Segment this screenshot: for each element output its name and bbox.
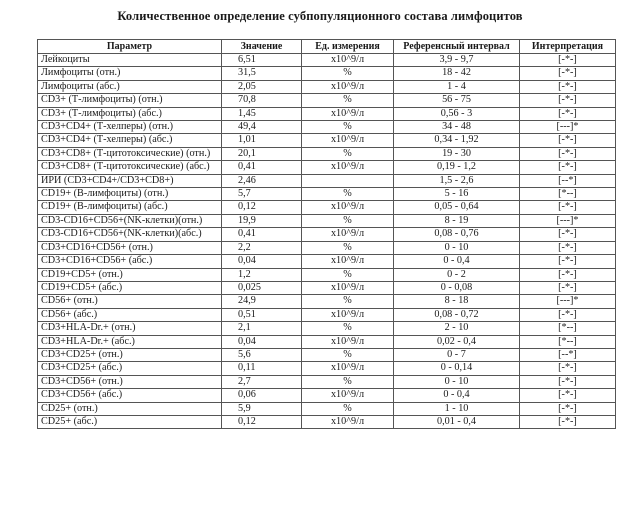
cell-value: 2,2	[222, 241, 302, 254]
cell-interpretation: [*--]	[520, 188, 616, 201]
cell-reference: 0,05 - 0,64	[394, 201, 520, 214]
header-parameter: Параметр	[38, 40, 222, 54]
cell-interpretation: [---]*	[520, 295, 616, 308]
table-row	[38, 322, 616, 335]
cell-interpretation: [-*-]	[520, 147, 616, 160]
cell-unit: %	[302, 188, 394, 201]
cell-interpretation: [-*-]	[520, 54, 616, 67]
cell-interpretation: [-*-]	[520, 375, 616, 388]
cell-interpretation: [-*-]	[520, 241, 616, 254]
cell-parameter: CD25+ (абс.)	[38, 415, 222, 428]
table-row	[38, 255, 616, 268]
cell-interpretation: [-*-]	[520, 67, 616, 80]
cell-interpretation: [-*-]	[520, 107, 616, 120]
cell-parameter: Лимфоциты (абс.)	[38, 80, 222, 93]
cell-value: 70,8	[222, 94, 302, 107]
cell-value: 2,46	[222, 174, 302, 187]
cell-unit: x10^9/л	[302, 134, 394, 147]
cell-unit: %	[302, 121, 394, 134]
cell-unit: %	[302, 295, 394, 308]
cell-interpretation: [-*-]	[520, 134, 616, 147]
cell-parameter: CD56+ (отн.)	[38, 295, 222, 308]
page-title: Количественное определение субпопуляционного состава лимфоцитов	[117, 9, 523, 23]
cell-interpretation: [-*-]	[520, 80, 616, 93]
cell-value: 2,7	[222, 375, 302, 388]
cell-unit: %	[302, 147, 394, 160]
cell-value: 0,41	[222, 228, 302, 241]
cell-unit: x10^9/л	[302, 161, 394, 174]
cell-reference: 0 - 0,4	[394, 255, 520, 268]
header-interpretation: Интерпретация	[520, 40, 616, 54]
cell-interpretation: [---]*	[520, 121, 616, 134]
table-row	[38, 228, 616, 241]
cell-parameter: CD25+ (отн.)	[38, 402, 222, 415]
cell-unit: x10^9/л	[302, 54, 394, 67]
cell-value: 0,51	[222, 308, 302, 321]
cell-reference: 18 - 42	[394, 67, 520, 80]
cell-value: 0,12	[222, 415, 302, 428]
cell-reference: 0,01 - 0,4	[394, 415, 520, 428]
cell-interpretation: [-*-]	[520, 281, 616, 294]
cell-value: 2,1	[222, 322, 302, 335]
table-row	[38, 389, 616, 402]
cell-interpretation: [-*-]	[520, 389, 616, 402]
cell-interpretation: [-*-]	[520, 201, 616, 214]
cell-reference: 0 - 0,08	[394, 281, 520, 294]
cell-parameter: CD3+CD16+CD56+ (отн.)	[38, 241, 222, 254]
cell-parameter: CD19+ (В-лимфоциты) (отн.)	[38, 188, 222, 201]
table-row	[38, 67, 616, 80]
cell-parameter: CD3+HLA-Dr.+ (отн.)	[38, 322, 222, 335]
cell-unit: x10^9/л	[302, 255, 394, 268]
cell-interpretation: [-*-]	[520, 268, 616, 281]
cell-unit: %	[302, 214, 394, 227]
table-row	[38, 415, 616, 428]
table-row	[38, 295, 616, 308]
cell-value: 0,025	[222, 281, 302, 294]
table-row	[38, 402, 616, 415]
cell-parameter: CD3+CD56+ (отн.)	[38, 375, 222, 388]
table-row	[38, 268, 616, 281]
cell-unit: x10^9/л	[302, 107, 394, 120]
cell-parameter: CD19+CD5+ (абс.)	[38, 281, 222, 294]
header-unit: Ед. измерения	[302, 40, 394, 54]
cell-unit: x10^9/л	[302, 201, 394, 214]
cell-unit	[302, 174, 394, 187]
cell-reference: 19 - 30	[394, 147, 520, 160]
header-reference: Референсный интервал	[394, 40, 520, 54]
cell-interpretation: [-*-]	[520, 402, 616, 415]
cell-interpretation: [--*]	[520, 174, 616, 187]
table-row	[38, 348, 616, 361]
cell-unit: %	[302, 322, 394, 335]
cell-value: 19,9	[222, 214, 302, 227]
cell-parameter: ИРИ (CD3+CD4+/CD3+CD8+)	[38, 174, 222, 187]
cell-unit: x10^9/л	[302, 389, 394, 402]
cell-value: 1,2	[222, 268, 302, 281]
cell-value: 0,11	[222, 362, 302, 375]
cell-unit: x10^9/л	[302, 308, 394, 321]
cell-parameter: CD3+ (Т-лимфоциты) (отн.)	[38, 94, 222, 107]
table-row	[38, 107, 616, 120]
cell-reference: 0,34 - 1,92	[394, 134, 520, 147]
cell-reference: 0,56 - 3	[394, 107, 520, 120]
cell-unit: x10^9/л	[302, 281, 394, 294]
cell-parameter: CD3+CD8+ (Т-цитотоксические) (отн.)	[38, 147, 222, 160]
table-row	[38, 188, 616, 201]
cell-reference: 34 - 48	[394, 121, 520, 134]
cell-reference: 0 - 0,4	[394, 389, 520, 402]
cell-unit: %	[302, 375, 394, 388]
cell-parameter: CD3+CD8+ (Т-цитотоксические) (абс.)	[38, 161, 222, 174]
cell-unit: x10^9/л	[302, 80, 394, 93]
cell-value: 24,9	[222, 295, 302, 308]
table-row	[38, 161, 616, 174]
cell-interpretation: [--*]	[520, 348, 616, 361]
table-row	[38, 281, 616, 294]
cell-unit: %	[302, 94, 394, 107]
table-row	[38, 362, 616, 375]
cell-unit: x10^9/л	[302, 415, 394, 428]
cell-reference: 0 - 7	[394, 348, 520, 361]
cell-interpretation: [*--]	[520, 322, 616, 335]
cell-value: 0,06	[222, 389, 302, 402]
cell-parameter: CD3+CD4+ (Т-хелперы) (отн.)	[38, 121, 222, 134]
cell-reference: 0,02 - 0,4	[394, 335, 520, 348]
cell-reference: 0 - 2	[394, 268, 520, 281]
cell-value: 31,5	[222, 67, 302, 80]
cell-parameter: CD56+ (абс.)	[38, 308, 222, 321]
cell-unit: x10^9/л	[302, 228, 394, 241]
cell-parameter: CD3+HLA-Dr.+ (абс.)	[38, 335, 222, 348]
cell-value: 1,45	[222, 107, 302, 120]
cell-interpretation: [-*-]	[520, 94, 616, 107]
cell-value: 5,9	[222, 402, 302, 415]
cell-value: 1,01	[222, 134, 302, 147]
cell-parameter: CD3+CD56+ (абс.)	[38, 389, 222, 402]
table-row	[38, 241, 616, 254]
cell-interpretation: [-*-]	[520, 228, 616, 241]
cell-value: 5,6	[222, 348, 302, 361]
cell-interpretation: [-*-]	[520, 415, 616, 428]
cell-unit: x10^9/л	[302, 335, 394, 348]
cell-unit: %	[302, 67, 394, 80]
table-row	[38, 94, 616, 107]
cell-parameter: CD3+ (Т-лимфоциты) (абс.)	[38, 107, 222, 120]
table-row	[38, 134, 616, 147]
table-row	[38, 201, 616, 214]
cell-reference: 56 - 75	[394, 94, 520, 107]
cell-reference: 3,9 - 9,7	[394, 54, 520, 67]
table-row	[38, 80, 616, 93]
table-row	[38, 335, 616, 348]
cell-interpretation: [---]*	[520, 214, 616, 227]
cell-reference: 0,19 - 1,2	[394, 161, 520, 174]
table-row	[38, 54, 616, 67]
cell-parameter: CD3-CD16+CD56+(NK-клетки)(абс.)	[38, 228, 222, 241]
cell-unit: x10^9/л	[302, 362, 394, 375]
table-row	[38, 214, 616, 227]
cell-reference: 0 - 0,14	[394, 362, 520, 375]
cell-interpretation: [-*-]	[520, 161, 616, 174]
cell-reference: 5 - 16	[394, 188, 520, 201]
cell-reference: 0,08 - 0,76	[394, 228, 520, 241]
cell-reference: 0,08 - 0,72	[394, 308, 520, 321]
table-row	[38, 375, 616, 388]
cell-reference: 1 - 4	[394, 80, 520, 93]
cell-unit: %	[302, 268, 394, 281]
cell-interpretation: [-*-]	[520, 308, 616, 321]
cell-value: 0,12	[222, 201, 302, 214]
cell-reference: 1 - 10	[394, 402, 520, 415]
table-row	[38, 308, 616, 321]
table-row	[38, 174, 616, 187]
table-row	[38, 147, 616, 160]
cell-reference: 2 - 10	[394, 322, 520, 335]
cell-reference: 0 - 10	[394, 241, 520, 254]
cell-value: 0,04	[222, 335, 302, 348]
cell-value: 0,41	[222, 161, 302, 174]
cell-interpretation: [-*-]	[520, 255, 616, 268]
cell-parameter: CD19+CD5+ (отн.)	[38, 268, 222, 281]
cell-parameter: Лимфоциты (отн.)	[38, 67, 222, 80]
cell-interpretation: [*--]	[520, 335, 616, 348]
cell-value: 6,51	[222, 54, 302, 67]
table-header-row	[38, 40, 616, 54]
cell-value: 20,1	[222, 147, 302, 160]
header-value: Значение	[222, 40, 302, 54]
cell-unit: %	[302, 402, 394, 415]
cell-reference: 1,5 - 2,6	[394, 174, 520, 187]
cell-parameter: CD3+CD16+CD56+ (абс.)	[38, 255, 222, 268]
cell-value: 5,7	[222, 188, 302, 201]
cell-unit: %	[302, 348, 394, 361]
cell-parameter: CD19+ (В-лимфоциты) (абс.)	[38, 201, 222, 214]
table-row	[38, 121, 616, 134]
cell-value: 2,05	[222, 80, 302, 93]
cell-interpretation: [-*-]	[520, 362, 616, 375]
cell-reference: 8 - 18	[394, 295, 520, 308]
cell-reference: 0 - 10	[394, 375, 520, 388]
cell-value: 0,04	[222, 255, 302, 268]
cell-parameter: CD3-CD16+CD56+(NK-клетки)(отн.)	[38, 214, 222, 227]
cell-reference: 8 - 19	[394, 214, 520, 227]
lymphocyte-table	[37, 39, 616, 429]
cell-parameter: CD3+CD25+ (абс.)	[38, 362, 222, 375]
cell-parameter: CD3+CD25+ (отн.)	[38, 348, 222, 361]
cell-value: 49,4	[222, 121, 302, 134]
cell-parameter: Лейкоциты	[38, 54, 222, 67]
cell-parameter: CD3+CD4+ (Т-хелперы) (абс.)	[38, 134, 222, 147]
cell-unit: %	[302, 241, 394, 254]
